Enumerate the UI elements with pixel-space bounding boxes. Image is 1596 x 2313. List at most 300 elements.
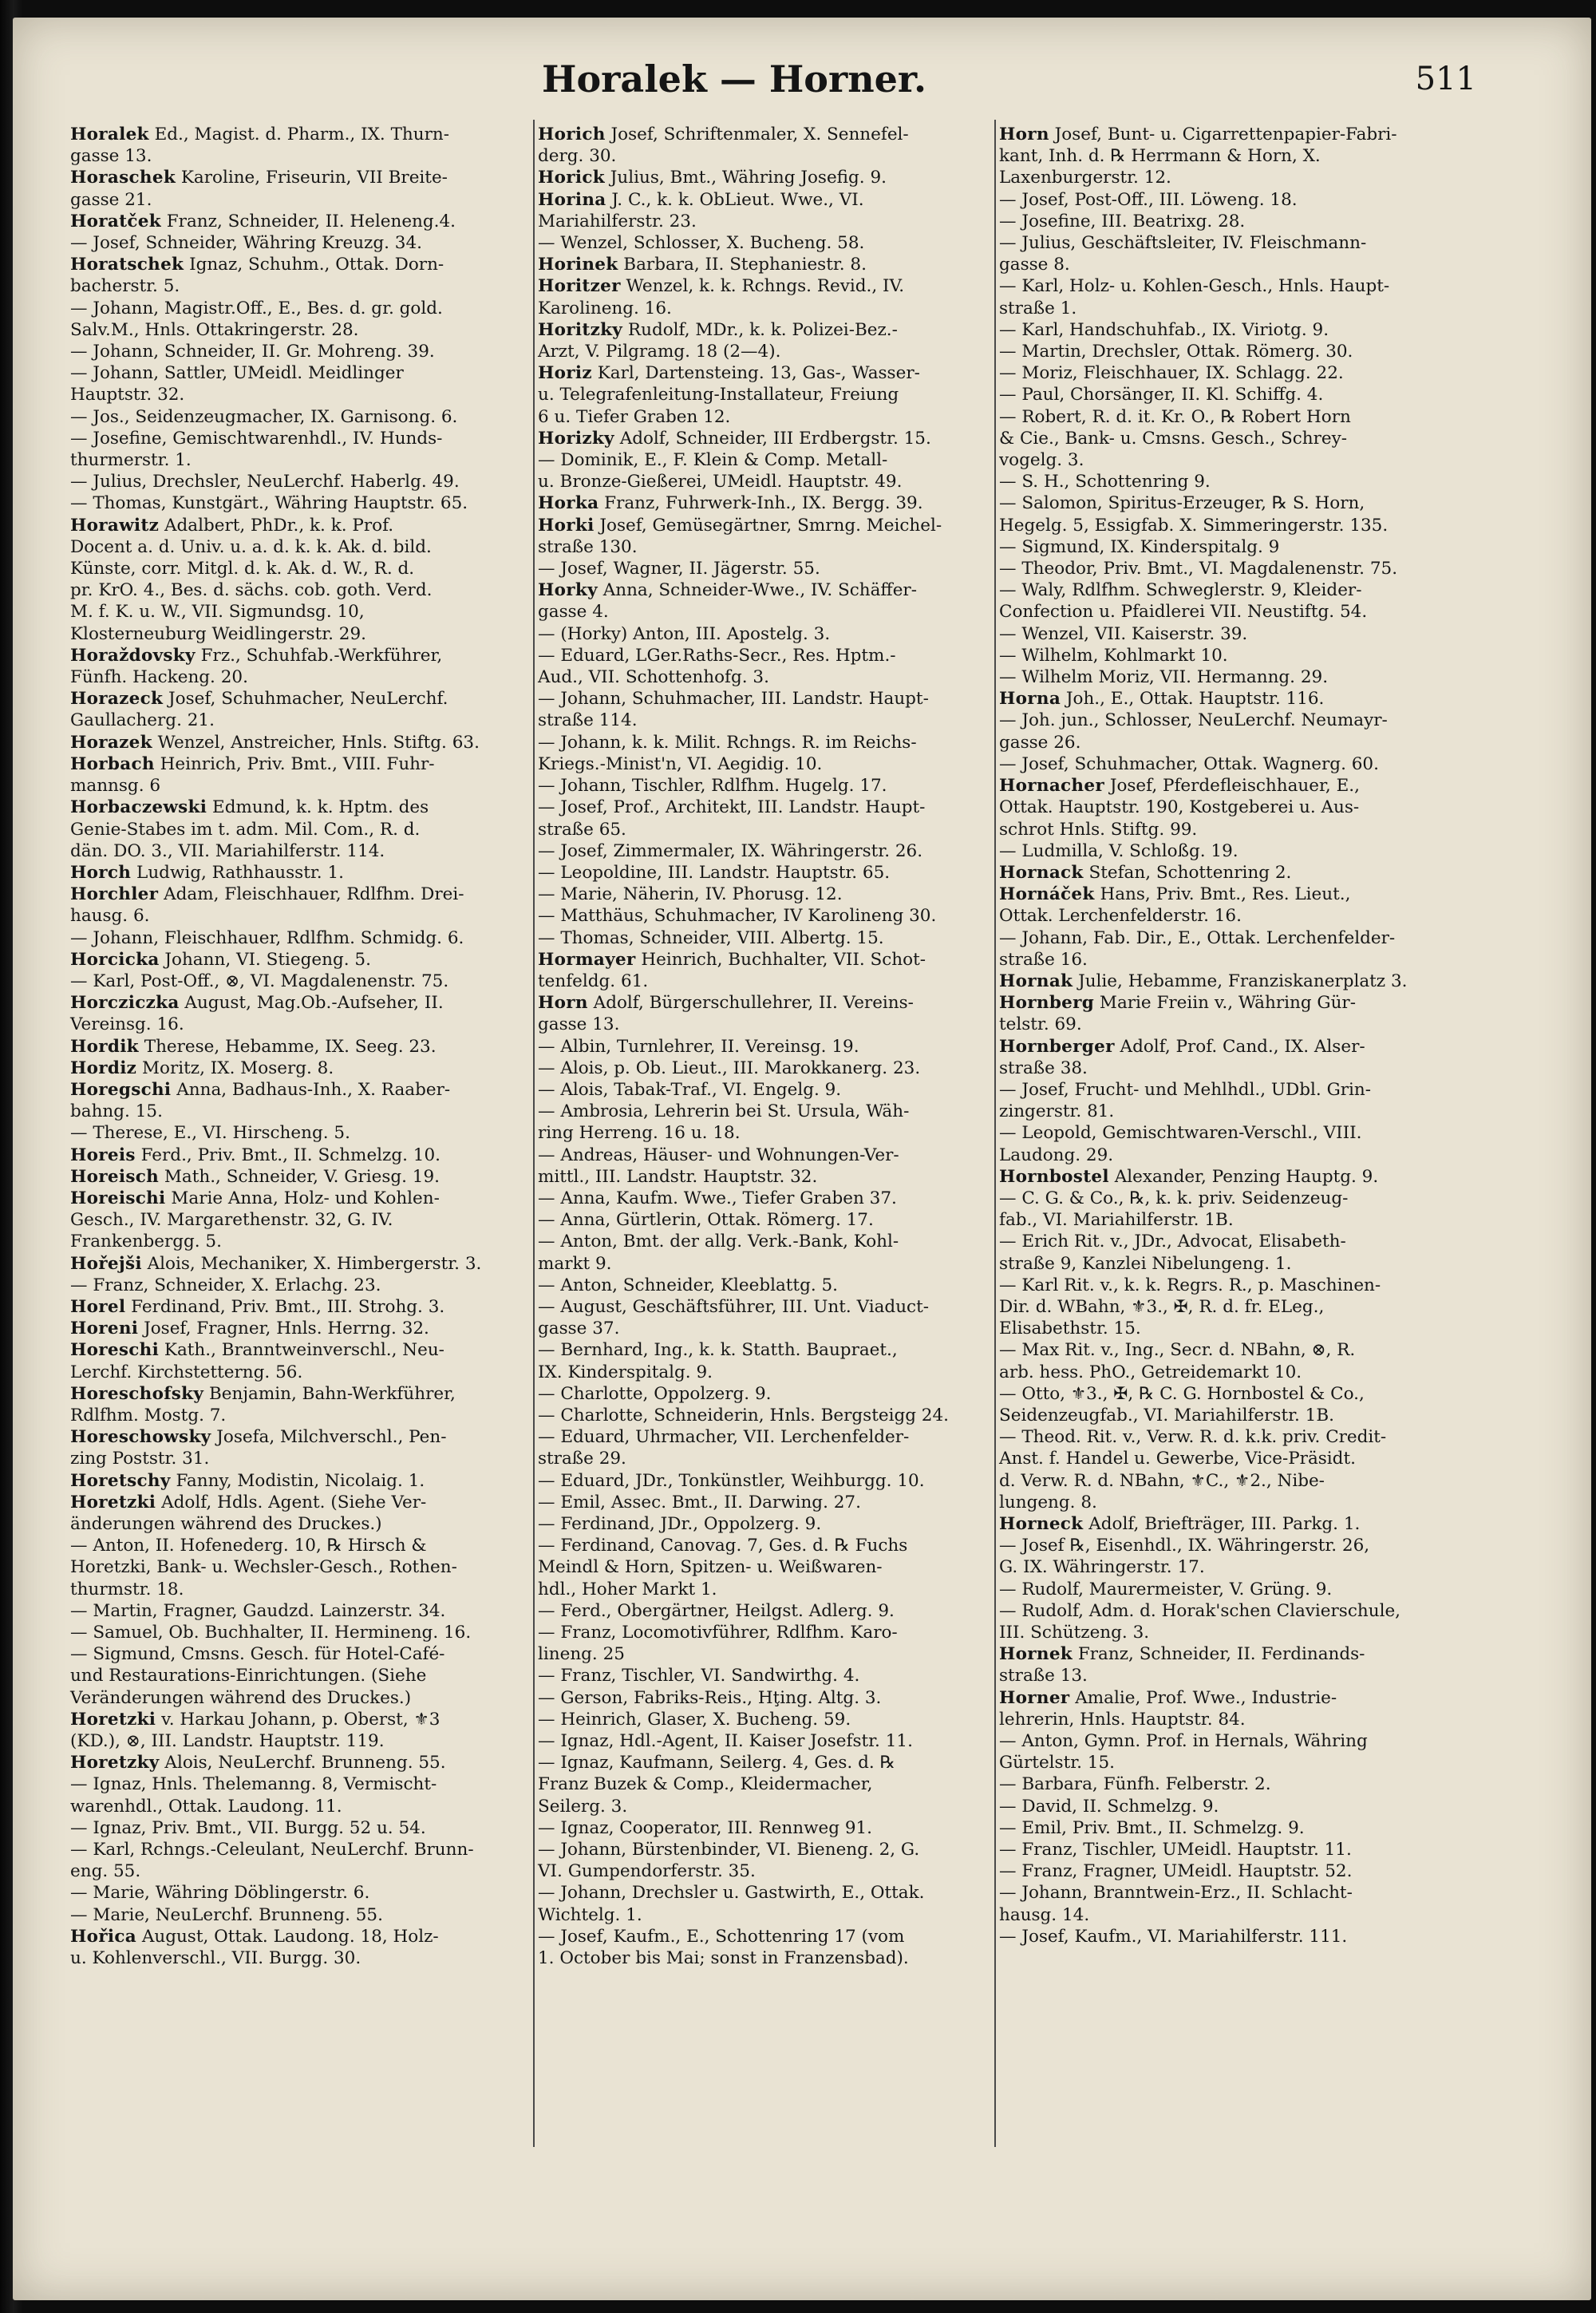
entry-surname: Horeni — [70, 1319, 139, 1339]
directory-entry — [538, 1405, 994, 1426]
entry-line: Hornack Stefan, Schottenring 2. — [999, 862, 1292, 883]
directory-entry — [538, 884, 994, 905]
entry-surname: Horitzer — [538, 276, 621, 297]
directory-entry — [538, 275, 994, 318]
entry-line: Confection u. Pfaidlerei VII. Neustiftg. 54. — [999, 602, 1368, 623]
directory-entry — [999, 623, 1460, 645]
directory-entry — [70, 1535, 531, 1600]
entry-surname: Horn — [538, 993, 588, 1014]
entry-line: Horner Amalie, Prof. Wwe., Industrie- — [999, 1687, 1337, 1708]
directory-entry — [538, 1600, 994, 1622]
directory-entry — [70, 1492, 531, 1535]
directory-entry — [70, 1036, 531, 1058]
directory-entry — [70, 971, 531, 992]
entry-line: — Johann, Schneider, II. Gr. Mohreng. 39. — [70, 342, 435, 362]
entry-line: zingerstr. 81. — [999, 1101, 1115, 1122]
column-rule — [533, 120, 535, 2147]
entry-line: — C. G. & Co., ℞, k. k. priv. Seidenzeug- — [999, 1188, 1349, 1208]
entry-surname: Hordik — [70, 1036, 139, 1057]
entry-line: M. f. K. u. W., VII. Sigmundsg. 10, — [70, 602, 365, 623]
entry-line: Horel Ferdinand, Priv. Bmt., III. Strohg. 3. — [70, 1296, 445, 1317]
entry-line: — (Horky) Anton, III. Apostelg. 3. — [538, 623, 831, 644]
entry-line: — Johann, Branntwein-Erz., II. Schlacht- — [999, 1883, 1353, 1904]
entry-line: — Anton, Gymn. Prof. in Hernals, Währing — [999, 1731, 1368, 1752]
entry-line: — Josef, Post-Off., III. Löweng. 18. — [999, 189, 1298, 210]
entry-line: Horetzki v. Harkau Johann, p. Oberst, ⚜3 — [70, 1709, 440, 1730]
entry-line: — Moriz, Fleischhauer, IX. Schlagg. 22. — [999, 363, 1344, 384]
entry-line: — Emil, Priv. Bmt., II. Schmelzg. 9. — [999, 1817, 1305, 1838]
directory-entry — [999, 1231, 1460, 1274]
entry-line: — Alois, Tabak-Traf., VI. Engelg. 9. — [538, 1079, 842, 1100]
entry-line: Hornacher Josef, Pferdefleischhauer, E., — [999, 776, 1360, 797]
directory-entry — [999, 189, 1460, 211]
entry-line: änderungen während des Druckes.) — [70, 1514, 382, 1534]
directory-entry — [538, 1209, 994, 1231]
directory-entry — [70, 515, 531, 645]
directory-entry — [70, 1145, 531, 1166]
directory-entry — [538, 1101, 994, 1144]
entry-line: — Anton, II. Hofenederg. 10, ℞ Hirsch & — [70, 1536, 427, 1556]
entry-surname: Hořica — [70, 1926, 136, 1947]
directory-entry — [538, 449, 994, 492]
entry-line: Laudong. 29. — [999, 1145, 1114, 1165]
entry-line: Hornáček Hans, Priv. Bmt., Res. Lieut., — [999, 884, 1351, 905]
entry-line: bahng. 15. — [70, 1101, 163, 1122]
entry-line: — Anna, Gürtlerin, Ottak. Römerg. 17. — [538, 1210, 874, 1231]
entry-line: Seidenzeugfab., VI. Mariahilferstr. 1B. — [999, 1405, 1334, 1425]
directory-entry — [70, 1752, 531, 1773]
entry-line: Horatschek Ignaz, Schuhm., Ottak. Dorn- — [70, 255, 444, 275]
entry-line: hausg. 6. — [70, 906, 150, 927]
entry-surname: Horeis — [70, 1145, 136, 1165]
directory-entry — [538, 949, 994, 992]
entry-line: — Bernhard, Ing., k. k. Statth. Baupraet., — [538, 1340, 898, 1361]
entry-line: straße 9, Kanzlei Nibelungeng. 1. — [999, 1253, 1292, 1274]
directory-entry — [70, 1773, 531, 1817]
entry-line: mannsg. 6 — [70, 776, 161, 797]
entry-line: — Albin, Turnlehrer, II. Vereinsg. 19. — [538, 1036, 859, 1057]
entry-line: straße 16. — [999, 949, 1088, 970]
entry-line: Docent a. d. Univ. u. a. d. k. k. Ak. d. bild. — [70, 536, 432, 557]
entry-surname: Horcziczka — [70, 993, 180, 1014]
entry-line: — Ignaz, Kaufmann, Seilerg. 4, Ges. d. ℞ — [538, 1753, 895, 1773]
directory-entry — [538, 1188, 994, 1209]
entry-line: — Gerson, Fabriks-Reis., Hţing. Altg. 3. — [538, 1687, 882, 1708]
directory-entry — [538, 492, 994, 514]
directory-entry — [538, 515, 994, 558]
entry-surname: Horick — [538, 168, 605, 188]
entry-line: — Joh. jun., Schlosser, NeuLerchf. Neumayr- — [999, 710, 1388, 731]
entry-line: Gaullacherg. 21. — [70, 710, 215, 731]
entry-surname: Horawitz — [70, 515, 160, 536]
entry-surname: Horaždovsky — [70, 645, 196, 666]
directory-entry — [70, 1643, 531, 1709]
directory-entry — [999, 1796, 1460, 1817]
directory-entry — [70, 1470, 531, 1492]
directory-entry — [999, 471, 1460, 492]
entry-line: Franz Buzek & Comp., Kleidermacher, — [538, 1774, 873, 1795]
entry-line: Hordiz Moritz, IX. Moserg. 8. — [70, 1058, 334, 1078]
entry-line: — Max Rit. v., Ing., Secr. d. NBahn, ⊗, R. — [999, 1340, 1356, 1361]
entry-line: — Marie, NeuLerchf. Brunneng. 55. — [70, 1904, 383, 1925]
entry-line: Hornak Julie, Hebamme, Franziskanerplatz 3. — [999, 971, 1408, 991]
entry-line: — Matthäus, Schuhmacher, IV Karolineng 30. — [538, 906, 937, 927]
entry-surname: Horky — [538, 580, 598, 601]
entry-line: G. IX. Währingerstr. 17. — [999, 1557, 1205, 1578]
entry-line: schrot Hnls. Stiftg. 99. — [999, 819, 1198, 840]
column-1 — [70, 124, 531, 1969]
directory-entry — [538, 124, 994, 167]
entry-line: — Paul, Chorsänger, II. Kl. Schiffg. 4. — [999, 385, 1324, 405]
entry-line: Fünfh. Hackeng. 20. — [70, 667, 248, 688]
entry-line: straße 13. — [999, 1666, 1088, 1686]
directory-entry — [999, 1839, 1460, 1860]
directory-entry — [999, 992, 1460, 1035]
entry-line: — Charlotte, Oppolzerg. 9. — [538, 1383, 772, 1404]
entry-line: dän. DO. 3., VII. Mariahilferstr. 114. — [70, 840, 385, 861]
entry-line: — Thomas, Schneider, VIII. Albertg. 15. — [538, 927, 884, 948]
directory-entry — [999, 1687, 1460, 1730]
entry-line: Horch Ludwig, Rathhausstr. 1. — [70, 862, 344, 883]
entry-line: — Josef, Kaufm., E., Schottenring 17 (vom — [538, 1926, 905, 1947]
entry-line: — Martin, Fragner, Gaudzd. Lainzerstr. 34. — [70, 1600, 446, 1621]
directory-entry — [999, 275, 1460, 318]
entry-line: Lerchf. Kirchstetterng. 56. — [70, 1362, 303, 1382]
entry-line: — Johann, Drechsler u. Gastwirth, E., Ottak. — [538, 1883, 925, 1904]
directory-entry — [538, 254, 994, 275]
entry-line: — Heinrich, Glaser, X. Bucheng. 59. — [538, 1709, 851, 1730]
entry-line: Horetzki, Bank- u. Wechsler-Gesch., Rothen- — [70, 1557, 457, 1578]
entry-line: pr. KrO. 4., Bes. d. sächs. cob. goth. Verd. — [70, 580, 433, 601]
directory-entry — [999, 1383, 1460, 1426]
entry-line: Horaschek Karoline, Friseurin, VII Breite- — [70, 168, 448, 188]
directory-entry — [70, 1275, 531, 1296]
entry-surname: Hornbostel — [999, 1166, 1109, 1187]
entry-line: hausg. 14. — [999, 1904, 1090, 1925]
entry-surname: Horeischi — [70, 1188, 166, 1208]
directory-entry — [70, 1926, 531, 1969]
entry-line: III. Schützeng. 3. — [999, 1623, 1150, 1643]
entry-line: 6 u. Tiefer Graben 12. — [538, 406, 731, 427]
entry-line: Horazeck Josef, Schuhmacher, NeuLerchf. — [70, 689, 448, 710]
entry-surname: Hornacher — [999, 776, 1104, 797]
entry-surname: Horazek — [70, 732, 152, 753]
entry-line: Horcziczka August, Mag.Ob.-Aufseher, II. — [70, 993, 444, 1014]
directory-entry — [538, 1817, 994, 1839]
entry-line: — David, II. Schmelzg. 9. — [999, 1796, 1219, 1817]
entry-line: — Josefine, III. Beatrixg. 28. — [999, 211, 1246, 231]
entry-surname: Horbaczewski — [70, 797, 207, 818]
directory-entry — [538, 1513, 994, 1535]
entry-line: Hornberger Adolf, Prof. Cand., IX. Alser- — [999, 1036, 1365, 1057]
directory-entry — [999, 232, 1460, 275]
entry-line: Horiz Karl, Dartensteing. 13, Gas-, Wasser- — [538, 363, 920, 384]
directory-entry — [70, 862, 531, 884]
entry-line: — Ignaz, Cooperator, III. Rennweg 91. — [538, 1817, 873, 1838]
directory-entry — [70, 1600, 531, 1622]
entry-line: Horneck Adolf, Briefträger, III. Parkg. 1. — [999, 1514, 1361, 1534]
directory-entry — [999, 1166, 1460, 1188]
directory-entry — [999, 124, 1460, 189]
directory-entry — [999, 1535, 1460, 1578]
directory-entry — [70, 341, 531, 362]
entry-line: — Thomas, Kunstgärt., Währing Hauptstr. 65. — [70, 493, 468, 514]
entry-line: tenfeldg. 61. — [538, 971, 649, 991]
entry-line: — Charlotte, Schneiderin, Hnls. Bergsteigg 24. — [538, 1405, 950, 1425]
entry-line: Horina J. C., k. k. ObLieut. Wwe., VI. — [538, 189, 864, 210]
entry-line: Horeschofsky Benjamin, Bahn-Werkführer, — [70, 1383, 456, 1404]
header-title: Horalek — Horner. — [542, 57, 926, 101]
directory-entry — [999, 884, 1460, 927]
entry-surname: Horatček — [70, 211, 161, 231]
entry-line: Genie-Stabes im t. adm. Mil. Com., R. d. — [70, 819, 421, 840]
entry-line: gasse 4. — [538, 602, 609, 623]
directory-entry — [70, 1253, 531, 1275]
entry-line: — Franz, Tischler, UMeidl. Hauptstr. 11. — [999, 1840, 1352, 1860]
directory-entry — [538, 1839, 994, 1882]
directory-entry — [999, 1860, 1460, 1882]
entry-line: Horick Julius, Bmt., Währing Josefig. 9. — [538, 168, 887, 188]
entry-line: u. Kohlenverschl., VII. Burgg. 30. — [70, 1948, 361, 1969]
entry-line: Horetzki Adolf, Hdls. Agent. (Siehe Ver- — [70, 1492, 427, 1512]
entry-line: — Eduard, Uhrmacher, VII. Lerchenfelder- — [538, 1427, 910, 1448]
entry-line: — Ambrosia, Lehrerin bei St. Ursula, Wäh- — [538, 1101, 910, 1122]
entry-line: — Josef, Zimmermaler, IX. Währingerstr. 26. — [538, 840, 923, 861]
entry-surname: Horina — [538, 189, 606, 210]
directory-entry — [999, 1079, 1460, 1122]
entry-line: gasse 21. — [70, 189, 152, 210]
directory-entry — [999, 1579, 1460, 1600]
entry-line: eng. 55. — [70, 1861, 141, 1882]
directory-entry — [999, 362, 1460, 384]
directory-entry — [538, 1926, 994, 1969]
directory-entry — [999, 1275, 1460, 1340]
entry-line: — Ludmilla, V. Schloßg. 19. — [999, 840, 1238, 861]
directory-entry — [538, 1709, 994, 1730]
directory-entry — [999, 666, 1460, 688]
directory-entry — [70, 471, 531, 492]
entry-line: — Karl, Post-Off., ⊗, VI. Magdalenenstr. 75. — [70, 971, 449, 991]
entry-line: — Johann, Fab. Dir., E., Ottak. Lerchenfelder- — [999, 927, 1396, 948]
directory-entry — [999, 536, 1460, 558]
entry-surname: Horitzky — [538, 319, 623, 340]
directory-entry — [999, 1600, 1460, 1643]
entry-surname: Horetzky — [70, 1753, 160, 1773]
entry-line: — Wilhelm, Kohlmarkt 10. — [999, 645, 1228, 666]
entry-line: Horeni Josef, Fragner, Hnls. Herrng. 32. — [70, 1319, 429, 1339]
entry-line: — Andreas, Häuser- und Wohnungen-Ver- — [538, 1145, 899, 1165]
directory-entry — [999, 710, 1460, 753]
directory-entry — [538, 840, 994, 862]
entry-line: lineng. 25 — [538, 1644, 625, 1665]
directory-entry — [999, 645, 1460, 666]
entry-surname: Horner — [999, 1687, 1070, 1708]
entry-line: — Ignaz, Priv. Bmt., VII. Burgg. 52 u. 54. — [70, 1817, 426, 1838]
directory-entry — [538, 1882, 994, 1925]
entry-line: gasse 13. — [70, 146, 152, 167]
entry-line: Horazek Wenzel, Anstreicher, Hnls. Stiftg. 63. — [70, 732, 480, 753]
directory-entry — [70, 1839, 531, 1882]
directory-entry — [999, 211, 1460, 232]
directory-entry — [538, 905, 994, 927]
entry-surname: Horalek — [70, 125, 149, 144]
entry-line: — Marie, Näherin, IV. Phorusg. 12. — [538, 884, 843, 905]
entry-surname: Hornberg — [999, 993, 1095, 1014]
entry-line: — Sigmund, Cmsns. Gesch. für Hotel-Café- — [70, 1644, 445, 1665]
entry-line: — Johann, Bürstenbinder, VI. Bieneng. 2, G. — [538, 1840, 920, 1860]
entry-line: Horalek Ed., Magist. d. Pharm., IX. Thurn- — [70, 125, 449, 144]
entry-line: — Johann, Tischler, Rdlfhm. Hugelg. 17. — [538, 776, 887, 797]
entry-surname: Hordiz — [70, 1058, 137, 1078]
entry-line: — Martin, Drechsler, Ottak. Römerg. 30. — [999, 342, 1353, 362]
entry-line: Hořica August, Ottak. Laudong. 18, Holz- — [70, 1926, 439, 1947]
directory-entry — [999, 1643, 1460, 1686]
entry-line: Horki Josef, Gemüsegärtner, Smrng. Meichel- — [538, 515, 942, 536]
directory-entry — [999, 927, 1460, 971]
entry-line: Horchler Adam, Fleischhauer, Rdlfhm. Drei- — [70, 884, 464, 905]
entry-line: Laxenburgerstr. 12. — [999, 168, 1171, 188]
entry-line: — Josef ℞, Eisenhdl., IX. Währingerstr. 26, — [999, 1536, 1370, 1556]
entry-line: straße 65. — [538, 819, 626, 840]
entry-line: Frankenbergg. 5. — [70, 1232, 222, 1252]
entry-surname: Horchler — [70, 884, 159, 905]
entry-line: Horitzer Wenzel, k. k. Rchngs. Revid., IV. — [538, 276, 905, 297]
entry-surname: Horki — [538, 515, 595, 536]
directory-entry — [538, 232, 994, 254]
entry-line: — Sigmund, IX. Kinderspitalg. 9 — [999, 536, 1280, 557]
entry-line: — Wenzel, VII. Kaiserstr. 39. — [999, 623, 1248, 644]
entry-surname: Horel — [70, 1296, 126, 1317]
entry-surname: Horcicka — [70, 949, 160, 970]
entry-line: Klosterneuburg Weidlingerstr. 29. — [70, 623, 366, 644]
entry-line: mittl., III. Landstr. Hauptstr. 32. — [538, 1166, 818, 1187]
entry-line: — Rudolf, Adm. d. Horak'schen Clavierschule, — [999, 1600, 1401, 1621]
entry-line: u. Bronze-Gießerei, UMeidl. Hauptstr. 49. — [538, 472, 903, 492]
entry-line: — Karl, Handschuhfab., IX. Viriotg. 9. — [999, 319, 1329, 340]
entry-line: Horetschy Fanny, Modistin, Nicolaig. 1. — [70, 1470, 425, 1491]
directory-entry — [538, 1036, 994, 1058]
directory-entry — [70, 254, 531, 297]
entry-line: ring Herreng. 16 u. 18. — [538, 1123, 741, 1144]
entry-line: — Samuel, Ob. Buchhalter, II. Hermineng. 16. — [70, 1623, 472, 1643]
entry-line: Künste, corr. Mitgl. d. k. Ak. d. W., R. d. — [70, 559, 415, 579]
entry-line: — Johann, k. k. Milit. Rchngs. R. im Reichs- — [538, 732, 917, 753]
entry-line: markt 9. — [538, 1253, 612, 1274]
page-number: 511 — [1415, 61, 1476, 97]
directory-entry — [70, 406, 531, 428]
entry-line: Horinek Barbara, II. Stephaniestr. 8. — [538, 255, 867, 275]
directory-entry — [70, 797, 531, 862]
directory-entry — [538, 189, 994, 232]
entry-line: lehrerin, Hnls. Hauptstr. 84. — [999, 1709, 1246, 1730]
directory-entry — [70, 1122, 531, 1144]
directory-entry — [538, 623, 994, 645]
entry-surname: Horeschowsky — [70, 1427, 211, 1448]
directory-entry — [70, 167, 531, 210]
entry-line: Horaždovsky Frz., Schuhfab.-Werkführer, — [70, 645, 443, 666]
entry-line: — Barbara, Fünfh. Felberstr. 2. — [999, 1774, 1271, 1795]
directory-entry — [999, 1817, 1460, 1839]
entry-line: Hornek Franz, Schneider, II. Ferdinands- — [999, 1644, 1365, 1665]
directory-entry — [538, 1752, 994, 1817]
entry-line: fab., VI. Mariahilferstr. 1B. — [999, 1210, 1234, 1231]
entry-surname: Horeschi — [70, 1340, 160, 1361]
entry-surname: Horetzki — [70, 1492, 156, 1512]
entry-line: — Dominik, E., F. Klein & Comp. Metall- — [538, 450, 888, 471]
entry-line: Hormayer Heinrich, Buchhalter, VII. Schot- — [538, 949, 926, 970]
directory-entry — [999, 971, 1460, 992]
entry-surname: Horeisch — [70, 1166, 160, 1187]
directory-entry — [999, 1188, 1460, 1231]
entry-surname: Hornak — [999, 971, 1073, 991]
entry-line: thurmerstr. 1. — [70, 450, 192, 471]
entry-surname: Horiz — [538, 363, 592, 384]
directory-entry — [999, 319, 1460, 341]
entry-line: — Eduard, LGer.Raths-Secr., Res. Hptm.- — [538, 645, 896, 666]
entry-surname: Horetzki — [70, 1709, 156, 1730]
entry-line: gasse 8. — [999, 255, 1070, 275]
entry-line: — Josef, Wagner, II. Jägerstr. 55. — [538, 559, 820, 579]
entry-surname: Hornek — [999, 1644, 1073, 1665]
directory-entry — [999, 406, 1460, 472]
entry-line: — Franz, Fragner, UMeidl. Hauptstr. 52. — [999, 1861, 1353, 1882]
column-3 — [999, 124, 1460, 1947]
entry-surname: Hormayer — [538, 949, 636, 970]
entry-line: Kriegs.-Minist'n, VI. Aegidig. 10. — [538, 753, 823, 774]
entry-line: — Julius, Drechsler, NeuLerchf. Haberlg. 49. — [70, 472, 460, 492]
entry-surname: Hořejši — [70, 1253, 142, 1274]
directory-entry — [538, 688, 994, 731]
directory-entry — [538, 579, 994, 623]
directory-entry — [538, 1535, 994, 1600]
entry-line: lungeng. 8. — [999, 1492, 1097, 1512]
entry-surname: Hornberger — [999, 1036, 1115, 1057]
entry-line: gasse 37. — [538, 1319, 620, 1339]
entry-line: Horeschi Kath., Branntweinverschl., Neu- — [70, 1340, 444, 1361]
entry-line: arb. hess. PhO., Getreidemarkt 10. — [999, 1362, 1302, 1382]
directory-entry — [999, 862, 1460, 884]
directory-entry — [538, 1383, 994, 1405]
entry-line: — Franz, Tischler, VI. Sandwirthg. 4. — [538, 1666, 860, 1686]
directory-entry — [999, 1513, 1460, 1535]
directory-entry — [70, 1426, 531, 1469]
directory-entry — [70, 1709, 531, 1752]
entry-line: Horka Franz, Fuhrwerk-Inh., IX. Bergg. 39. — [538, 493, 923, 514]
entry-line: Horegschi Anna, Badhaus-Inh., X. Raaber- — [70, 1079, 451, 1100]
directory-entry — [70, 1166, 531, 1188]
entry-line: — Ferdinand, Canovag. 7, Ges. d. ℞ Fuchs — [538, 1536, 908, 1556]
entry-line: — Josef, Frucht- und Mehlhdl., UDbl. Grin- — [999, 1079, 1372, 1100]
entry-line: Horizky Adolf, Schneider, III Erdbergstr. 15. — [538, 428, 931, 449]
entry-line: — Johann, Magistr.Off., E., Bes. d. gr. gold. — [70, 298, 443, 318]
directory-entry — [70, 232, 531, 254]
entry-line: bacherstr. 5. — [70, 276, 180, 297]
entry-line: Salv.M., Hnls. Ottakringerstr. 28. — [70, 319, 359, 340]
entry-line: — Wilhelm Moriz, VII. Hermanng. 29. — [999, 667, 1329, 688]
directory-entry — [538, 1145, 994, 1188]
directory-entry — [538, 1426, 994, 1469]
entry-line: Horeis Ferd., Priv. Bmt., II. Schmelzg. 10. — [70, 1145, 440, 1165]
entry-surname: Horn — [999, 125, 1049, 144]
entry-line: Horeischi Marie Anna, Holz- und Kohlen- — [70, 1188, 440, 1208]
entry-line: Ottak. Lerchenfelderstr. 16. — [999, 906, 1242, 927]
entry-line: Horawitz Adalbert, PhDr., k. k. Prof. — [70, 515, 394, 536]
entry-line: — August, Geschäftsführer, III. Unt. Viaduct- — [538, 1296, 929, 1317]
directory-entry — [538, 732, 994, 775]
entry-line: — Therese, E., VI. Hirscheng. 5. — [70, 1123, 350, 1144]
directory-entry — [999, 1730, 1460, 1773]
directory-entry — [70, 1296, 531, 1318]
